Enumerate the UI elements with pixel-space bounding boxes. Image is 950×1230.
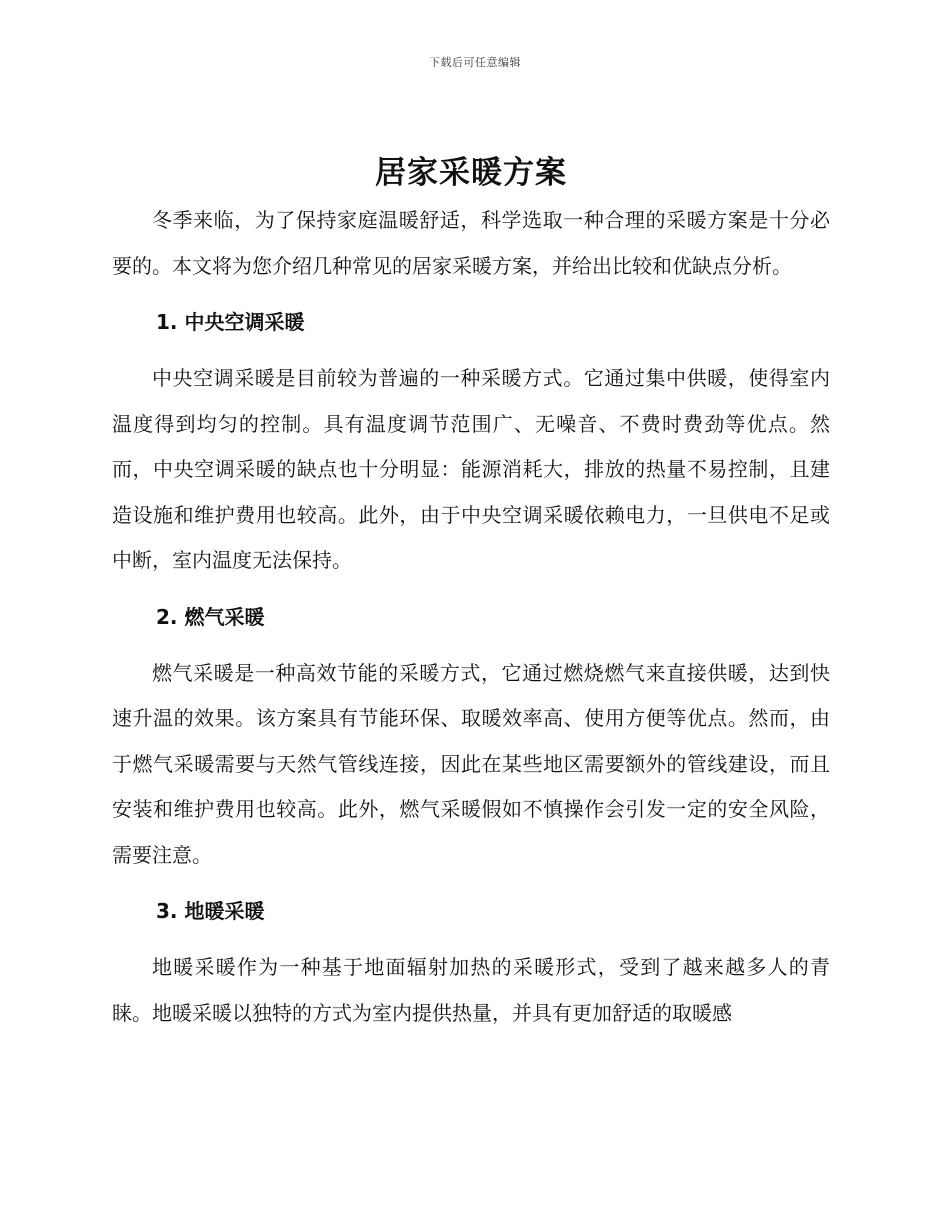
document-body	[112, 148, 830, 1036]
page-header-note: 下载后可任意编辑	[429, 56, 521, 69]
section-heading-floor-heating: 3. 地暖采暖	[156, 899, 265, 923]
section-heading-central-ac: 1. 中央空调采暖	[156, 310, 305, 334]
document-title: 居家采暖方案	[375, 155, 567, 191]
intro-paragraph: 冬季来临，为了保持家庭温暖舒适，科学选取一种合理的采暖方案是十分必要的。本文将为您介绍几种常见的居家采暖方案，并给出比较和优缺点分析。	[112, 208, 830, 278]
section-heading-gas-heating: 2. 燃气采暖	[156, 604, 265, 629]
section-body-central-ac: 中央空调采暖是目前较为普遍的一种采暖方式。它通过集中供暖，使得室内温度得到均匀的控制。具有温度调节范围广、无噪音、不费时费劲等优点。然而，中央空调采暖的缺点也十分明显：能源消耗大，排放的热量不易控制，且建造设施和维护费用也较高。此外，由于中央空调采暖依赖电力，一旦供电不足或中断，室内温度无法保持。	[112, 366, 830, 572]
section-body-gas-heating: 燃气采暖是一种高效节能的采暖方式，它通过燃烧燃气来直接供暖，达到快速升温的效果。该方案具有节能环保、取暖效率高、使用方便等优点。然而，由于燃气采暖需要与天然气管线连接，因此在某些地区需要额外的管线建设，而且安装和维护费用也较高。此外，燃气采暖假如不慎操作会引发一定的安全风险，需要注意。	[112, 660, 830, 867]
section-body-floor-heating: 地暖采暖作为一种基于地面辐射加热的采暖形式，受到了越来越多人的青睐。地暖采暖以独特的方式为室内提供热量，并具有更加舒适的取暖感	[112, 955, 830, 1025]
